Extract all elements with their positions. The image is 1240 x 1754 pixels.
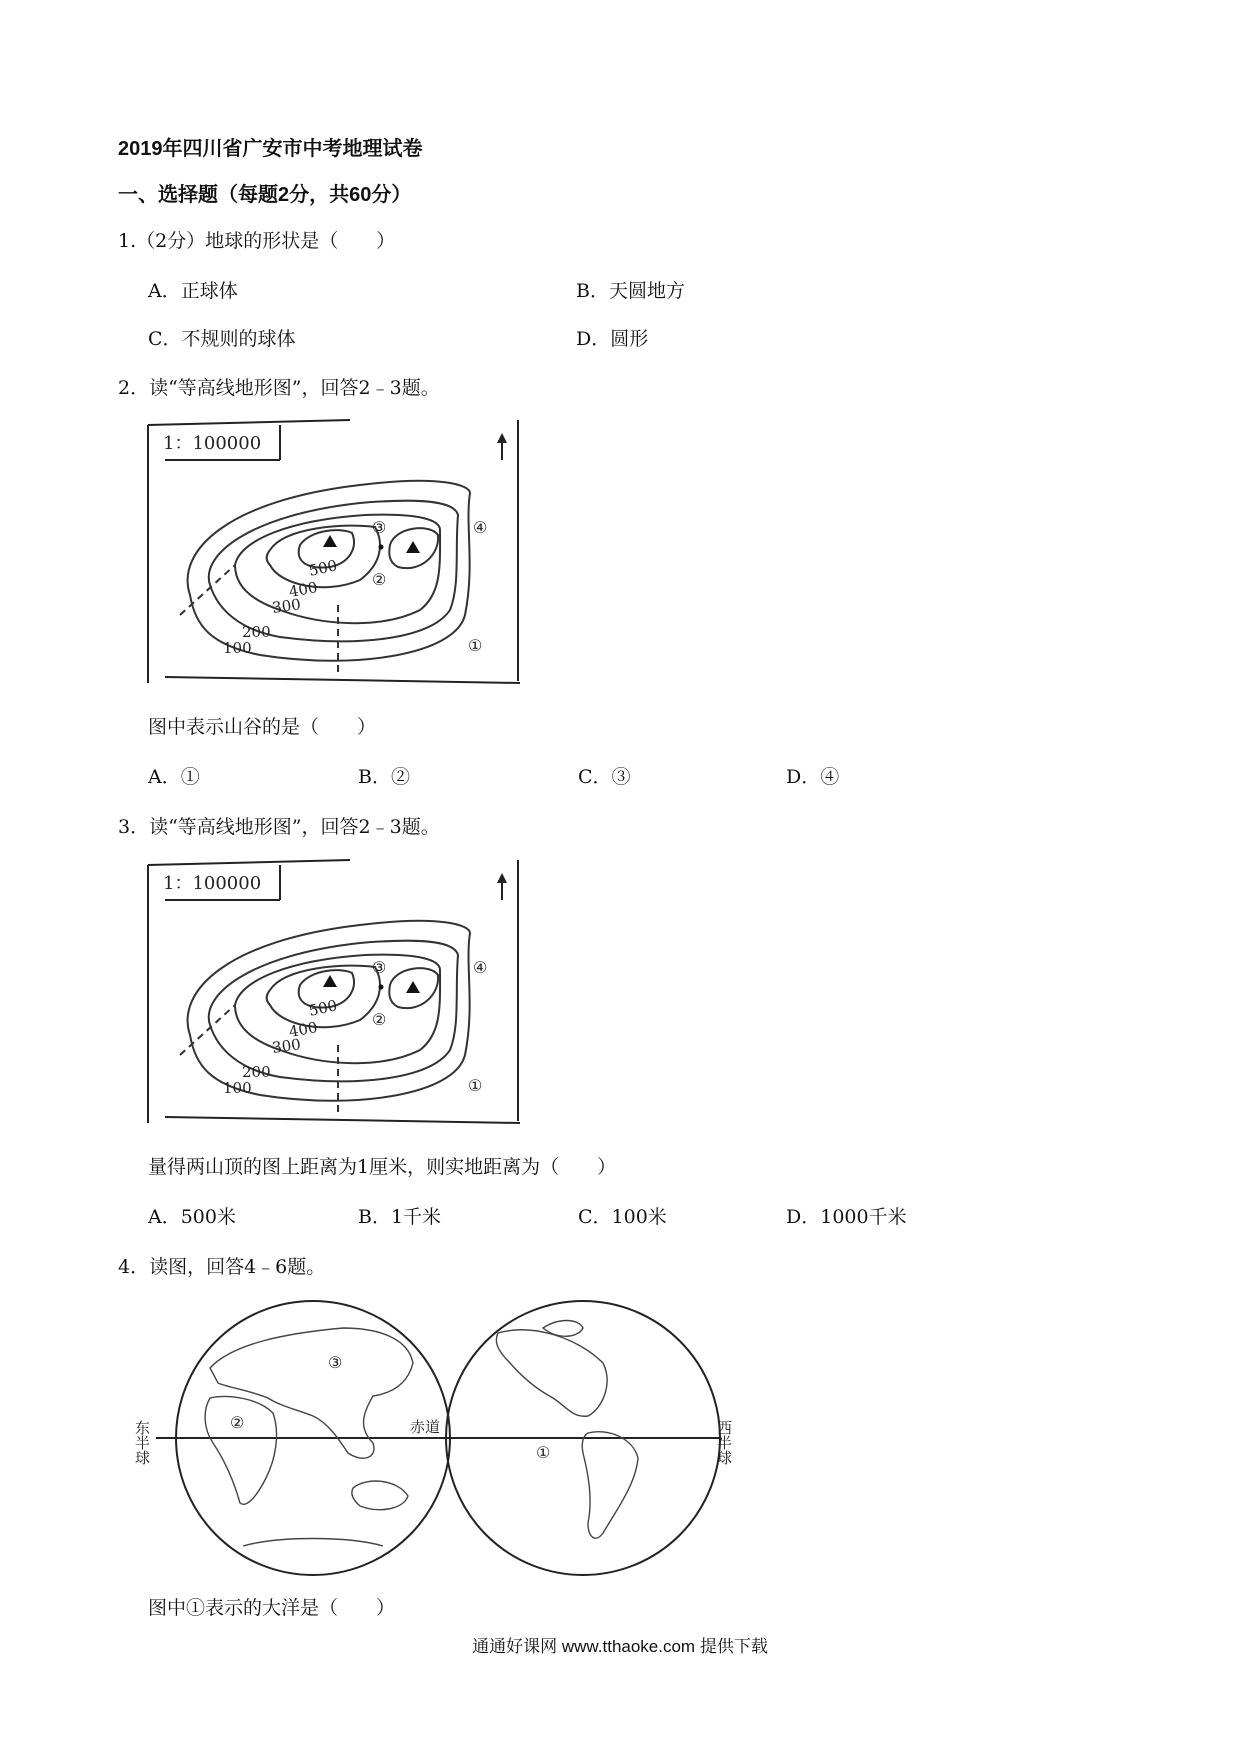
question-2-stem: 2．读“等高线地形图”，回答2﹣3题。 — [118, 377, 440, 399]
question-3-text: 量得两山顶的图上距离为1厘米，则实地距离为（ ） — [148, 1156, 617, 1178]
marker-3: ③ — [372, 958, 387, 977]
contour-label-200: 200 — [242, 623, 271, 641]
q3-option-c: C．100米 — [578, 1206, 667, 1228]
contour-label-200: 200 — [242, 1063, 271, 1081]
q3-option-b: B．1千米 — [358, 1206, 442, 1228]
hemisphere-labels — [133, 1418, 733, 1465]
contour-map-figure-1 — [140, 415, 525, 690]
q3-option-a: A．500米 — [148, 1206, 236, 1228]
marker-3: ③ — [372, 518, 387, 537]
contour-label-300: 300 — [271, 1035, 302, 1057]
question-1-stem: 1.（2分）地球的形状是（ ） — [118, 230, 396, 252]
q1-option-c: C．不规则的球体 — [148, 328, 296, 350]
q1-option-d: D．圆形 — [576, 328, 649, 350]
q1-option-a: A．正球体 — [148, 280, 238, 302]
q2-option-a: A．① — [148, 766, 200, 788]
q2-option-d: D．④ — [786, 766, 840, 788]
contour-label-100: 100 — [223, 1079, 252, 1097]
scale-label: 1：100000 — [163, 433, 262, 454]
question-3-stem: 3．读“等高线地形图”，回答2﹣3题。 — [118, 816, 440, 838]
marker-1: ① — [468, 1076, 483, 1095]
contour-map-figure-2 — [140, 855, 525, 1130]
western-hemisphere-label: 西半球 — [715, 1420, 733, 1465]
contour-label-400: 400 — [287, 578, 319, 601]
q2-option-c: C．③ — [578, 766, 631, 788]
question-2-text: 图中表示山谷的是（ ） — [148, 716, 377, 738]
contour-label-400: 400 — [287, 1018, 319, 1041]
question-4-text: 图中①表示的大洋是（ ） — [148, 1597, 396, 1619]
marker-1: ① — [468, 636, 483, 655]
world-hemispheres-map — [133, 1298, 733, 1578]
q1-option-b: B．天圆地方 — [576, 280, 685, 302]
world-marker-2: ② — [230, 1413, 245, 1432]
q3-option-d: D．1000千米 — [786, 1206, 907, 1228]
marker-4: ④ — [473, 518, 488, 537]
section-heading: 一、选择题（每题2分，共60分） — [118, 184, 412, 206]
marker-2: ② — [372, 570, 387, 589]
world-marker-1: ① — [536, 1443, 551, 1462]
marker-2: ② — [372, 1010, 387, 1029]
world-marker-3: ③ — [328, 1353, 343, 1372]
q2-option-b: B．② — [358, 766, 410, 788]
footer-credit: 通通好课网 www.tthaoke.com 提供下载 — [472, 1637, 768, 1656]
page-title: 2019年四川省广安市中考地理试卷 — [118, 138, 423, 160]
equator-label: 赤道 — [410, 1418, 441, 1436]
contour-label-100: 100 — [223, 639, 252, 657]
eastern-hemisphere-label: 东半球 — [133, 1420, 151, 1465]
contour-label-500: 500 — [307, 996, 339, 1020]
question-4-stem: 4．读图，回答4﹣6题。 — [118, 1256, 326, 1278]
contour-label-500: 500 — [307, 556, 339, 580]
marker-4: ④ — [473, 958, 488, 977]
scale-label: 1：100000 — [163, 873, 262, 894]
contour-label-300: 300 — [271, 595, 302, 617]
